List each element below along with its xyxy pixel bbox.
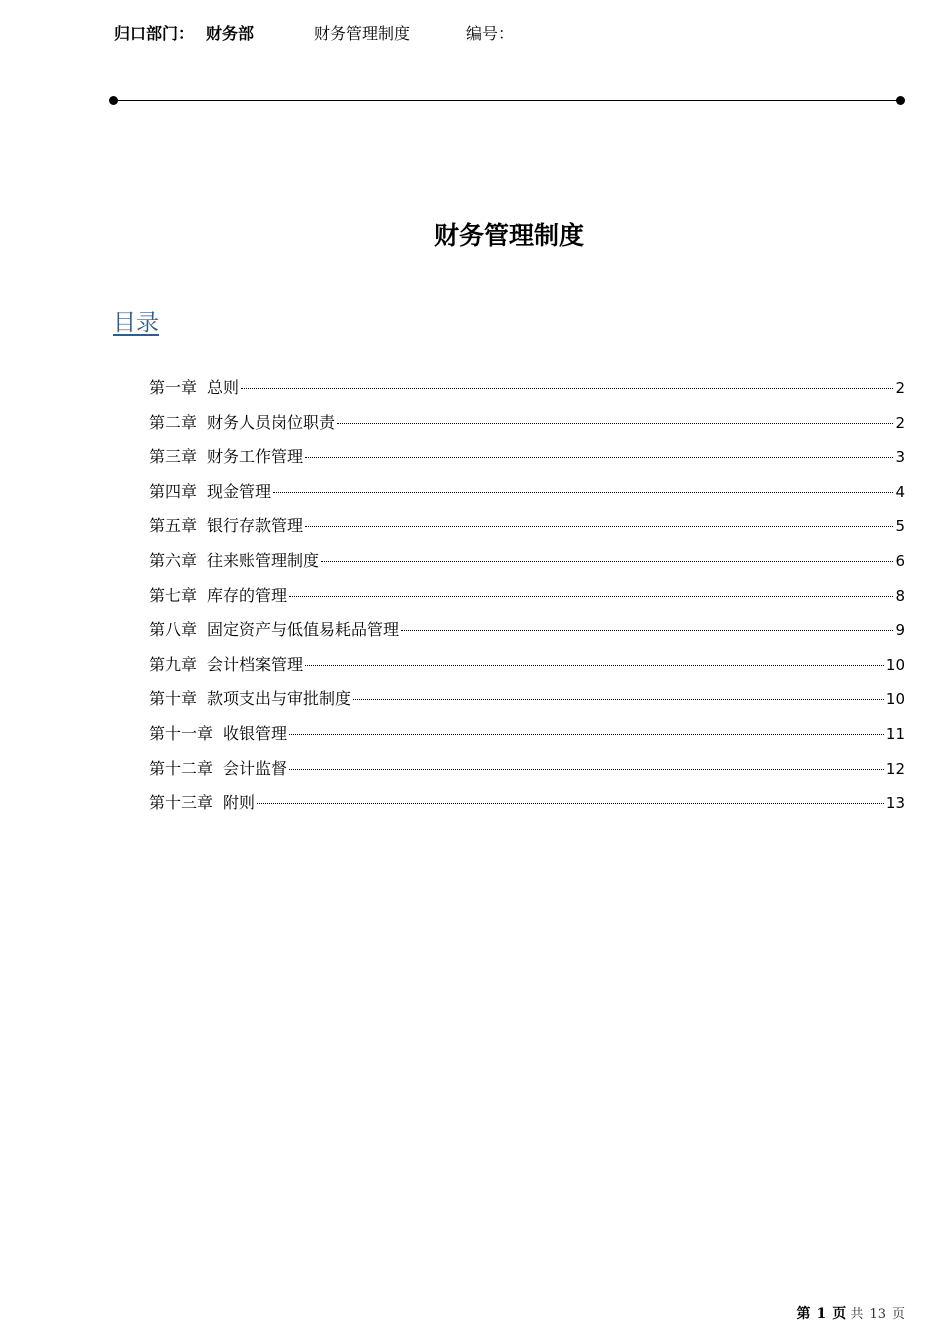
toc-entry[interactable] (149, 685, 905, 720)
rule-right-dot (896, 96, 905, 105)
toc-chapter-number: 第三章 (149, 447, 198, 467)
toc-page-number: 13 (885, 794, 905, 813)
toc-dot-leader (305, 665, 884, 666)
current-page-number: 1 (816, 1306, 827, 1322)
table-of-contents (149, 374, 905, 824)
total-suffix: 页 (891, 1307, 905, 1322)
toc-chapter-number: 第六章 (149, 550, 198, 570)
document-code-label: 编号： (466, 24, 515, 43)
toc-dot-leader (305, 526, 893, 527)
toc-page-number: 11 (885, 724, 905, 743)
toc-chapter-title: 总则 (207, 378, 240, 397)
department-label: 归口部门： (114, 24, 195, 43)
page-suffix: 页 (832, 1306, 847, 1322)
toc-dot-leader (289, 734, 884, 735)
toc-dot-leader (401, 630, 893, 631)
toc-dot-leader (289, 769, 884, 770)
toc-chapter-title: 收银管理 (223, 723, 288, 743)
toc-page-number: 6 (895, 551, 905, 570)
toc-chapter-number: 第五章 (149, 516, 198, 536)
toc-entry[interactable] (149, 720, 905, 755)
toc-chapter-number: 第十三章 (149, 793, 214, 813)
toc-entry[interactable] (149, 443, 905, 478)
total-prefix: 共 (850, 1307, 864, 1322)
toc-chapter-title: 会计档案管理 (207, 654, 304, 674)
toc-entry[interactable] (149, 374, 905, 409)
toc-entry[interactable] (149, 755, 905, 790)
toc-entry[interactable] (149, 789, 905, 824)
toc-dot-leader (337, 423, 893, 424)
toc-dot-leader (353, 699, 884, 700)
toc-chapter-number: 第一章 (149, 378, 198, 397)
toc-page-number: 8 (895, 586, 905, 605)
toc-entry[interactable] (149, 409, 905, 444)
toc-entry[interactable] (149, 651, 905, 686)
rule-line (113, 100, 901, 101)
toc-chapter-title: 库存的管理 (207, 585, 288, 605)
toc-chapter-title: 附则 (223, 793, 256, 813)
toc-page-number: 5 (895, 517, 905, 536)
toc-page-number: 10 (885, 655, 905, 674)
toc-dot-leader (257, 803, 884, 804)
toc-chapter-number: 第十章 (149, 689, 198, 709)
toc-chapter-title: 银行存款管理 (207, 516, 304, 536)
page-footer (797, 1304, 905, 1325)
header-document-name: 财务管理制度 (314, 24, 411, 43)
toc-chapter-number: 第七章 (149, 585, 198, 605)
total-pages-number: 13 (869, 1307, 886, 1322)
page-prefix: 第 (796, 1306, 811, 1322)
toc-page-number: 2 (895, 379, 905, 397)
toc-chapter-title: 款项支出与审批制度 (207, 689, 352, 709)
toc-chapter-number: 第八章 (149, 620, 198, 640)
toc-chapter-number: 第十一章 (149, 723, 214, 743)
toc-chapter-title: 财务人员岗位职责 (207, 412, 336, 432)
toc-entry[interactable] (149, 512, 905, 547)
toc-chapter-title: 现金管理 (207, 481, 272, 501)
toc-page-number: 2 (895, 413, 905, 432)
toc-chapter-number: 第二章 (149, 412, 198, 432)
toc-chapter-number: 第十二章 (149, 758, 214, 778)
toc-chapter-title: 往来账管理制度 (207, 550, 320, 570)
header-rule (109, 96, 905, 105)
toc-page-number: 9 (895, 621, 905, 640)
toc-dot-leader (289, 596, 893, 597)
document-title: 财务管理制度 (433, 221, 584, 250)
toc-chapter-number: 第九章 (149, 654, 198, 674)
toc-dot-leader (241, 388, 893, 389)
toc-chapter-title: 固定资产与低值易耗品管理 (207, 620, 400, 640)
toc-dot-leader (305, 457, 893, 458)
toc-entry[interactable] (149, 478, 905, 513)
toc-chapter-title: 会计监督 (223, 758, 288, 778)
toc-page-number: 12 (885, 759, 905, 778)
toc-entry[interactable] (149, 616, 905, 651)
toc-page-number: 10 (885, 690, 905, 709)
toc-page-number: 3 (895, 448, 905, 467)
toc-dot-leader (273, 492, 893, 493)
department-value: 财务部 (206, 24, 255, 43)
toc-heading[interactable]: 目录 (113, 310, 159, 336)
toc-dot-leader (321, 561, 893, 562)
toc-chapter-title: 财务工作管理 (207, 447, 304, 467)
toc-entry[interactable] (149, 582, 905, 617)
toc-page-number: 4 (895, 482, 905, 501)
toc-chapter-number: 第四章 (149, 481, 198, 501)
toc-entry[interactable] (149, 547, 905, 582)
